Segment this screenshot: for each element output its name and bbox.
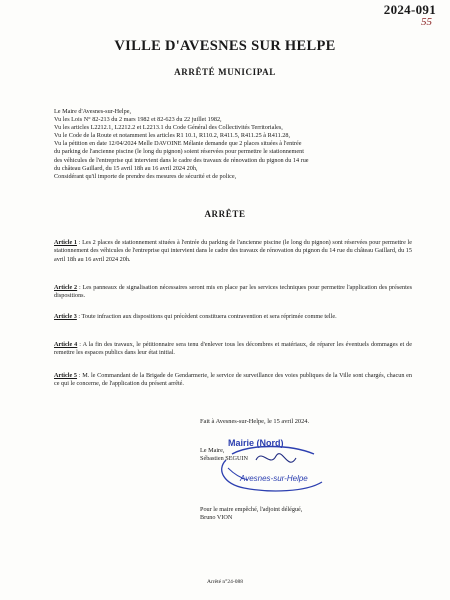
article-label: Article 5 bbox=[54, 372, 78, 379]
place-date: Fait à Avesnes-sur-Helpe, le 15 avril 2024. bbox=[200, 418, 310, 425]
stamp-line-1: Mairie (Nord) bbox=[228, 438, 284, 448]
delegate-name: Bruno VION bbox=[200, 514, 233, 522]
decision-heading: ARRÊTE bbox=[204, 209, 246, 219]
article-1 bbox=[54, 239, 412, 264]
preamble-line: Considérant qu'il importe de prendre des mesures de sécurité et de police, bbox=[54, 172, 237, 180]
reference-number: 2024-091 bbox=[383, 2, 436, 17]
delegate-line: Pour le maire empêché, l'adjoint délégué, bbox=[200, 506, 303, 513]
article-4 bbox=[54, 341, 412, 358]
article-text: : Les panneaux de signalisation nécessaires seront mis en place par les services techniques pour permettre l'application des présentes dispositions. bbox=[54, 284, 412, 300]
footer-reference: Arrêté n°24-088 bbox=[207, 579, 243, 585]
document-subtitle: ARRÊTÉ MUNICIPAL bbox=[174, 67, 276, 77]
article-3 bbox=[54, 313, 412, 321]
page-title: VILLE D'AVESNES SUR HELPE bbox=[114, 38, 336, 54]
preamble-line: Vu les articles L2212.1, L2212.2 et L2213.1 du Code Général des Collectivités Territoriales, bbox=[54, 124, 283, 132]
preamble bbox=[54, 108, 414, 181]
mayor-title: Le Maire, bbox=[200, 447, 225, 454]
preamble-line: Vu la pétition en date 12/04/2024 Melle DAVOINE Mélanie demande que 2 places situées à l'entrée bbox=[54, 140, 302, 148]
article-label: Article 1 bbox=[54, 239, 77, 246]
article-text: : M. le Commandant de la Brigade de Gendarmerie, le service de surveillance des voies publiques de la Ville sont chargés, chacun en ce qui le concerne, de l'application du présent arrêté. bbox=[54, 372, 412, 388]
preamble-line: du château Gaillard, du 15 avril 18h au 16 avril 2024 20h, bbox=[54, 164, 198, 172]
mayor-name: Sébastien SEGUIN bbox=[200, 455, 248, 463]
article-label: Article 3 bbox=[54, 313, 77, 320]
preamble-line: Vu les Lois N° 82-213 du 2 mars 1982 et 82-623 du 22 juillet 1982, bbox=[54, 116, 222, 124]
preamble-line: Vu le Code de la Route et notamment les articles R1 10.1, R110.2, R411.5, R411.25 à R411.28, bbox=[54, 132, 291, 140]
mayor-block bbox=[200, 447, 248, 463]
article-text: : Toute infraction aux dispositions qui précèdent constituera contravention et sera réprimée comme telle. bbox=[76, 313, 337, 320]
article-2 bbox=[54, 284, 412, 301]
article-label: Article 4 bbox=[54, 341, 78, 348]
preamble-line: Le Maire d'Avesnes-sur-Helpe, bbox=[54, 108, 131, 115]
article-text: : A la fin des travaux, le pétitionnaire sera tenu d'enlever tous les décombres et matériaux, de réparer les éventuels dommages et de remettre les espaces publics dans leur état initial. bbox=[54, 341, 412, 357]
handwritten-number: 55 bbox=[421, 16, 432, 28]
article-text: : Les 2 places de stationnement situées à l'entrée du parking de l'ancienne piscine (le long du pignon) sont réservées pour permettre le stationnement des véhicules de l'entreprise qui intervient dans le cadre des travaux de rénovation du pignon du 14 rue du château Gaillard, du 15 avril 18h au 16 avril 2024 20h. bbox=[54, 239, 412, 263]
delegate-block bbox=[200, 506, 302, 522]
preamble-line: du parking de l'ancienne piscine (le long du pignon) soient réservées pour permettre le stationnement bbox=[54, 148, 304, 156]
article-5 bbox=[54, 372, 412, 389]
preamble-line: des véhicules de l'entreprise qui intervient dans le cadre des travaux de rénovation du pignon du 14 rue bbox=[54, 156, 309, 164]
article-label: Article 2 bbox=[54, 284, 78, 291]
stamp-line-2: Avesnes-sur-Helpe bbox=[240, 474, 308, 483]
